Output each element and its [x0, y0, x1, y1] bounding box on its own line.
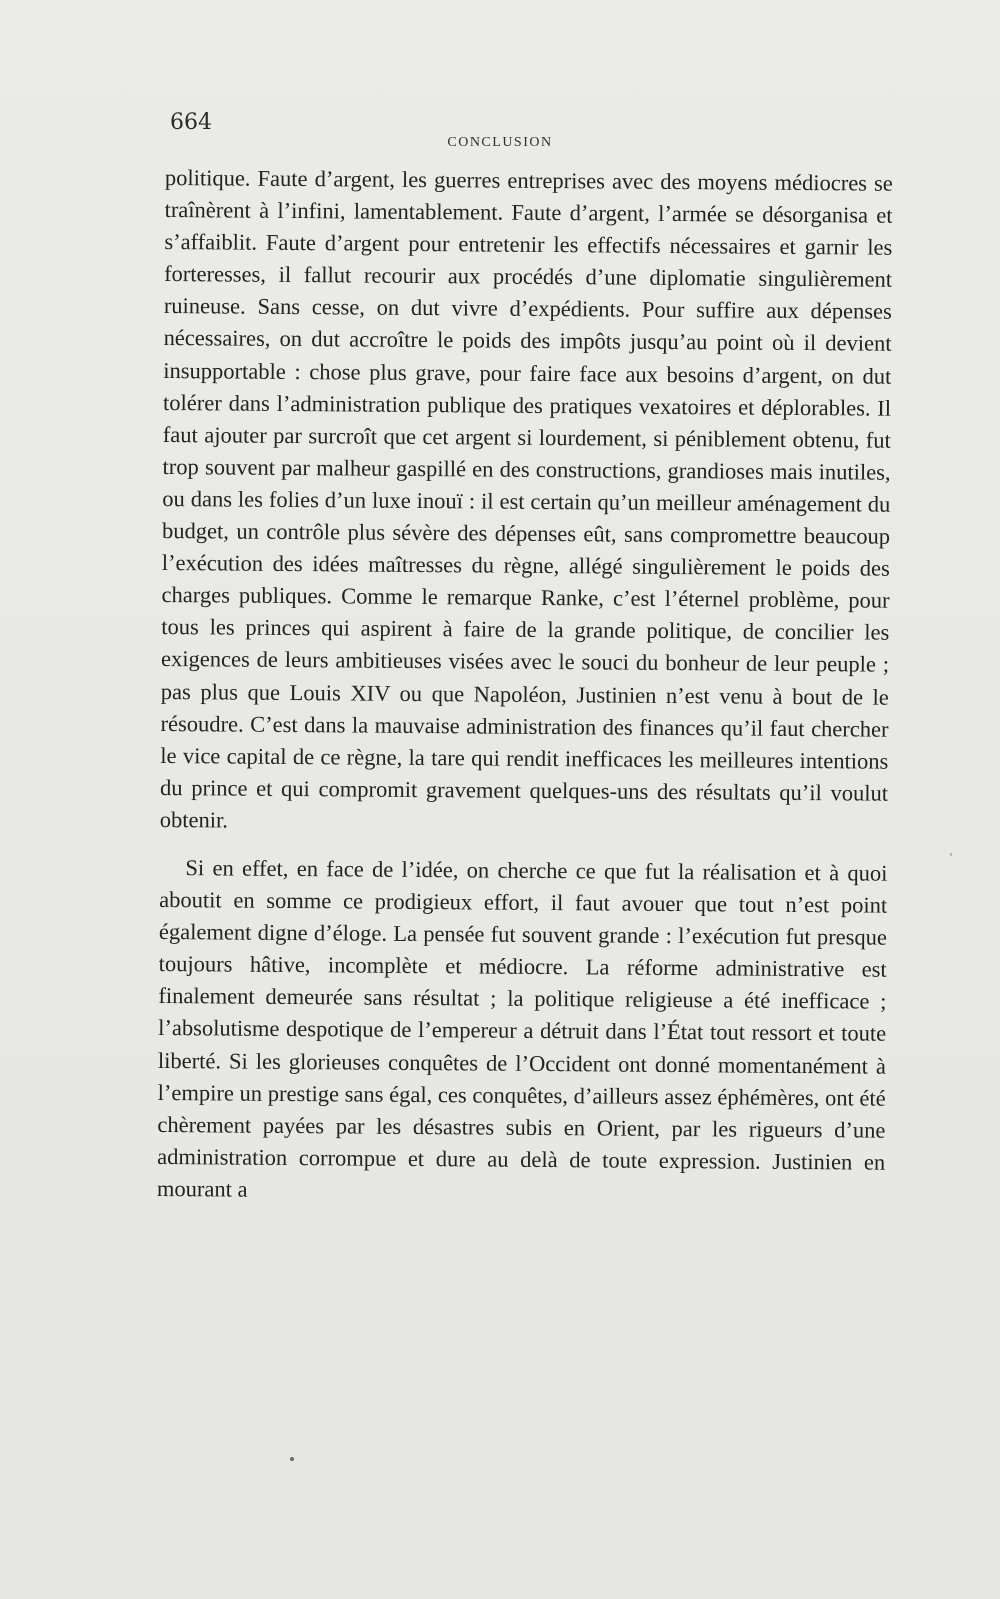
body-text	[157, 162, 893, 1211]
paper-speck	[290, 1457, 294, 1461]
paper-speck	[950, 853, 952, 856]
page-number: 664	[170, 110, 212, 135]
running-head: CONCLUSION	[447, 135, 553, 150]
paragraph: politique. Faute d’argent, les guerres entreprises avec des moyens médiocres se traînèrent à l’infini, lamentablement. Faute d’argent, l’armée se désorganisa et s’affaiblit. Faute d’argent pour entretenir les effectifs nécessaires et garnir les forteresses, il fallut recourir aux procédés d’une diplomatie singulièrement ruineuse. Sans cesse, on dut vivre d’expédients. Pour suffire aux dépenses nécessaires, on dut accroître le poids des impôts jusqu’au point où il devient insupportable : chose plus grave, pour faire face aux besoins d’argent, on dut tolérer dans l’administration publique des pratiques vexatoires et déplorables. Il faut ajouter par surcroît que cet argent si lourdement, si péniblement obtenu, fut trop souvent par malheur gaspillé en des constructions, grandioses mais inutiles, ou dans les folies d’un luxe inouï : il est certain qu’un meilleur aménagement du budget, un contrôle plus sévère des dépenses eût, sans compromettre beaucoup l’exécution des idées maîtresses du règne, allégé singulièrement le poids des charges publiques. Comme le remarque Ranke, c’est l’éternel problème, pour tous les princes qui aspirent à faire de la grande politique, de concilier les exigences de leurs ambitieuses visées avec le souci du bonheur de leur peuple ; pas plus que Louis XIV ou que Napoléon, Justinien n’est venu à bout de le résoudre. C’est dans la mauvaise administration des finances qu’il faut chercher le vice capital de ce règne, la tare qui rendit inefficaces les meilleures intentions du prince et qui compromit gravement quelques-uns des résultats qu’il voulut obtenir.	[159, 164, 893, 833]
paragraph: Si en effet, en face de l’idée, on cherche ce que fut la réalisation et à quoi aboutit en somme ce prodigieux effort, il faut avouer que tout n’est point également digne d’éloge. La pensée fut souvent grande : l’exécution fut presque toujours hâtive, incomplète et médiocre. La réforme administrative est finalement demeurée sans résultat ; la politique religieuse a été inefficace ; l’absolutisme despotique de l’empereur a détruit dans l’État tout ressort et toute liberté. Si les glorieuses conquêtes de l’Occident ont donné momentanément à l’empire un prestige sans égal, ces conquêtes, d’ailleurs assez éphémères, ont été chèrement payées par les désastres subis en Orient, par les rigueurs d’une administration corrompue et dure au delà de toute expression. Justinien en mourant a	[156, 855, 888, 1202]
